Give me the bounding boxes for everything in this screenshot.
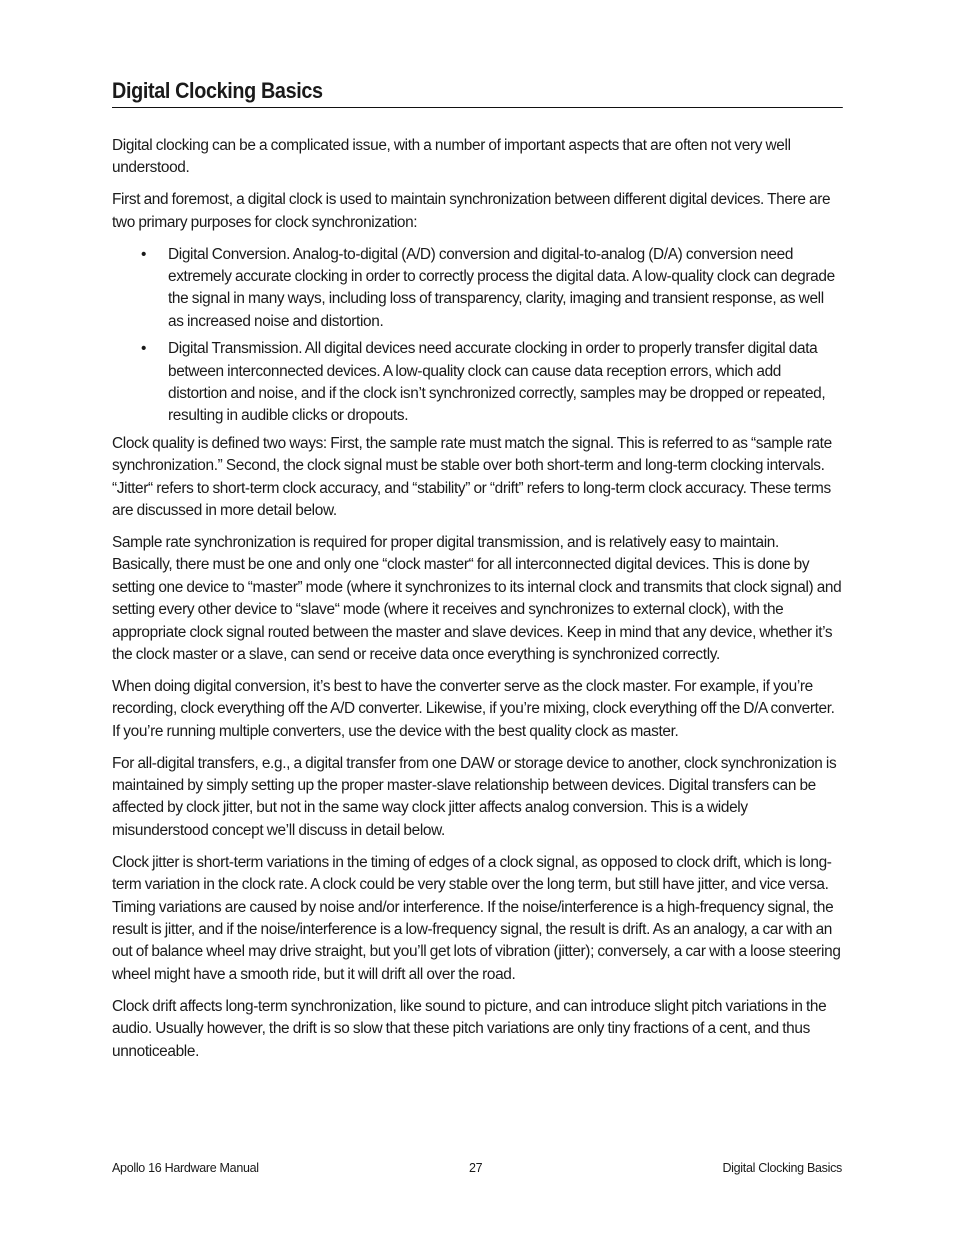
paragraph-clock-jitter: Clock jitter is short-term variations in the timing of edges of a clock signal, as opposed to clock drift, which is long-term variation in the clock rate. A clock could be very stable over the long term, but still have jitter, and vice versa. Timing variations are caused by noise and/or interference. If the noise/interference is a high-frequency signal, the result is jitter, and if the noise/interference is a low-frequency signal, the result is drift. As an analogy, a car with an out of balance wheel may drive straight, but you’ll get lots of vibration (jitter); conversely, a car with a loose steering wheel might have a smooth ride, but it will drift all over the road. (112, 853, 841, 983)
paragraph-intro-1: Digital clocking can be a complicated issue, with a number of important aspects that are often not very well understood. (112, 137, 791, 177)
footer-section-title: Digital Clocking Basics (722, 1161, 842, 1175)
paragraph-digital-conversion: When doing digital conversion, it’s best to have the converter serve as the clock master. For example, if you’re recording, clock everything off the A/D converter. Likewise, if you’re mixing, clock everything off the D/A converter. If you’re running multiple converters, use the device with the best quality clock as master. (112, 677, 835, 740)
footer-page-number: 27 (469, 1161, 483, 1175)
paragraph-intro-2: First and foremost, a digital clock is used to maintain synchronization between different digital devices. There are two primary purposes for clock synchronization: (112, 191, 831, 231)
list-item (141, 244, 842, 334)
paragraph-clock-drift: Clock drift affects long-term synchronization, like sound to picture, and can introduce slight pitch variations in the audio. Usually however, the drift is so slow that these pitch variations are only tiny fractions of a cent, and thus unnoticeable. (112, 997, 827, 1060)
paragraph-sample-rate-sync: Sample rate synchronization is required for proper digital transmission, and is relatively easy to maintain. Basically, there must be one and only one “clock master“ for all interconnected digital devices. This is done by setting one device to “master” mode (where it synchronizes to its internal clock and transmits that clock signal) and setting every other device to “slave“ mode (where it receives and synchronizes to external clock), with the appropriate clock signal routed between the master and slave devices. Keep in mind that any device, whether it’s the clock master or a slave, can send or receive data once everything is synchronized correctly. (112, 534, 842, 664)
list-item-text: Digital Conversion. Analog-to-digital (A/D) conversion and digital-to-analog (D/A) conversion need extremely accurate clocking in order to correctly process the digital data. A low-quality clock can degrade the signal in many ways, including loss of transparency, clarity, imaging and transient response, as well as increased noise and distortion. (168, 245, 835, 330)
paragraph-clock-quality: Clock quality is defined two ways: First, the sample rate must match the signal. This is referred to as “sample rate synchronization.” Second, the clock signal must be stable over both short-term and long-term clocking intervals. “Jitter“ refers to short-term clock accuracy, and “stability” or “drift” refers to long-term clock accuracy. These terms are discussed in more detail below. (112, 434, 832, 520)
bullet-icon: • (141, 340, 147, 358)
page-content (112, 78, 842, 1072)
footer-manual-title: Apollo 16 Hardware Manual (112, 1161, 259, 1175)
bullet-list (112, 244, 842, 428)
bullet-icon: • (141, 245, 147, 263)
list-item (141, 338, 842, 428)
body-text (112, 135, 842, 1063)
list-item-text: Digital Transmission. All digital devices need accurate clocking in order to properly transfer digital data between interconnected devices. A low-quality clock can cause data reception errors, which add distortion and noise, and if the clock isn’t synchronized correctly, samples may be dropped or repeated, resulting in audible clicks or dropouts. (168, 340, 826, 425)
paragraph-all-digital-transfers: For all-digital transfers, e.g., a digital transfer from one DAW or storage device to another, clock synchronization is maintained by simply setting up the proper master-slave relationship between devices. Digital transfers can be affected by clock jitter, but not in the same way clock jitter affects analog conversion. This is a widely misunderstood concept we’ll discuss in detail below. (112, 754, 837, 839)
page-heading: Digital Clocking Basics (112, 78, 843, 108)
